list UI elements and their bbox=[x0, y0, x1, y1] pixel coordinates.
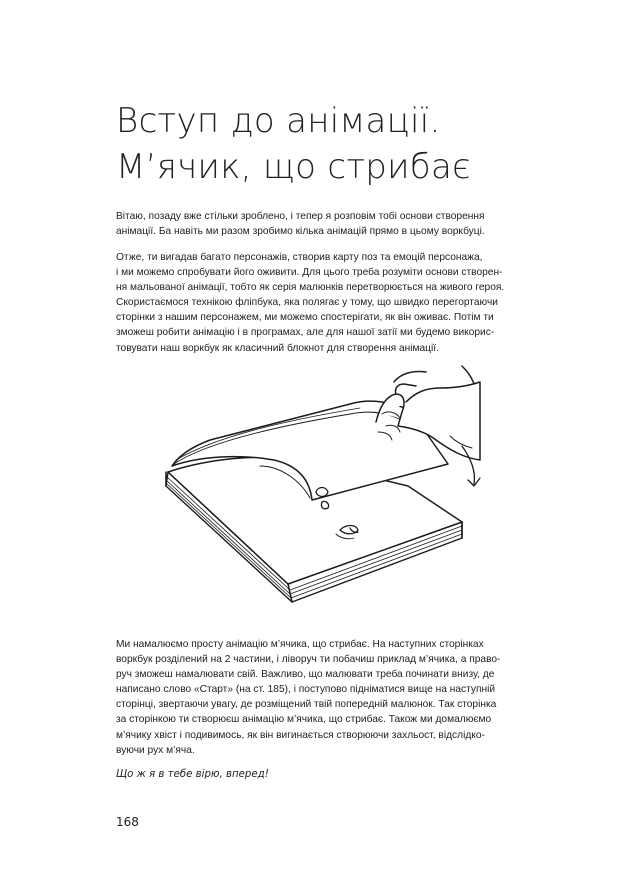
title-line-1: Вступ до анімації. bbox=[116, 101, 441, 141]
flipbook-illustration bbox=[150, 362, 490, 620]
ball-animation-paragraph bbox=[116, 637, 532, 758]
text-line: зможеш робити анімацію і в програмах, але для нашої затії ми будемо викорис- bbox=[116, 327, 495, 339]
text-line: Вітаю, позаду вже стільки зроблено, і тепер я розповім тобі основи створення bbox=[116, 211, 485, 222]
text-line: сторінки з нашим персонажем, ми можемо спостерігати, як він оживає. Потім ти bbox=[116, 312, 494, 324]
closing-line: Що ж я в тебе вірю, вперед! bbox=[116, 769, 269, 780]
text-line: написано слово «Старт» (на ст. 185), і поступово підніматися вище на наступній bbox=[116, 684, 496, 696]
text-line: за сторінкою ти створюєш анімацію м’ячика, що стрибає. Також ми домалюємо bbox=[116, 714, 492, 726]
page-number: 168 bbox=[116, 815, 139, 829]
text-line: товувати наш воркбук як класичний блокнот для створення анімації. bbox=[116, 342, 439, 354]
text-line: анімації. Ба навіть ми разом зробимо кілька анімацій прямо в цьому воркбуці. bbox=[116, 226, 485, 238]
text-line: руч зможеш намалювати свій. Важливо, що малювати треба починати внизу, де bbox=[116, 669, 495, 681]
text-line: воркбук розділений на 2 частини, і ліворуч ти побачиш приклад м’ячика, а право- bbox=[116, 654, 501, 666]
text-line: м’ячику хвіст і подивимось, як він вигинається створюючи захльост, відслідко- bbox=[116, 729, 485, 741]
text-line: ня мальованої анімації, тобто як серія малюнків перетворюється на живого героя. bbox=[116, 282, 505, 294]
intro-paragraph bbox=[116, 209, 532, 239]
text-line: Ми намалюємо просту анімацію м’ячика, що стрибає. На наступних сторінках bbox=[116, 639, 484, 650]
text-line: Отже, ти вигадав багато персонажів, створив карту поз та емоцій персонажа, bbox=[116, 252, 483, 263]
text-line: вуючи рух м’яча. bbox=[116, 744, 195, 756]
flipbook-paragraph bbox=[116, 250, 532, 356]
title-line-2: М’ячик, що стрибає bbox=[116, 147, 472, 187]
text-line: і ми можемо спробувати його оживити. Для цього треба розуміти основи створен- bbox=[116, 267, 503, 279]
text-line: сторінці, звертаючи увагу, де розміщений твій попередній малюнок. Так сторінка bbox=[116, 699, 497, 711]
page-title bbox=[116, 98, 556, 190]
text-line: Скористаємося технікою фліпбука, яка полягає у тому, що швидко перегортаючи bbox=[116, 297, 498, 309]
